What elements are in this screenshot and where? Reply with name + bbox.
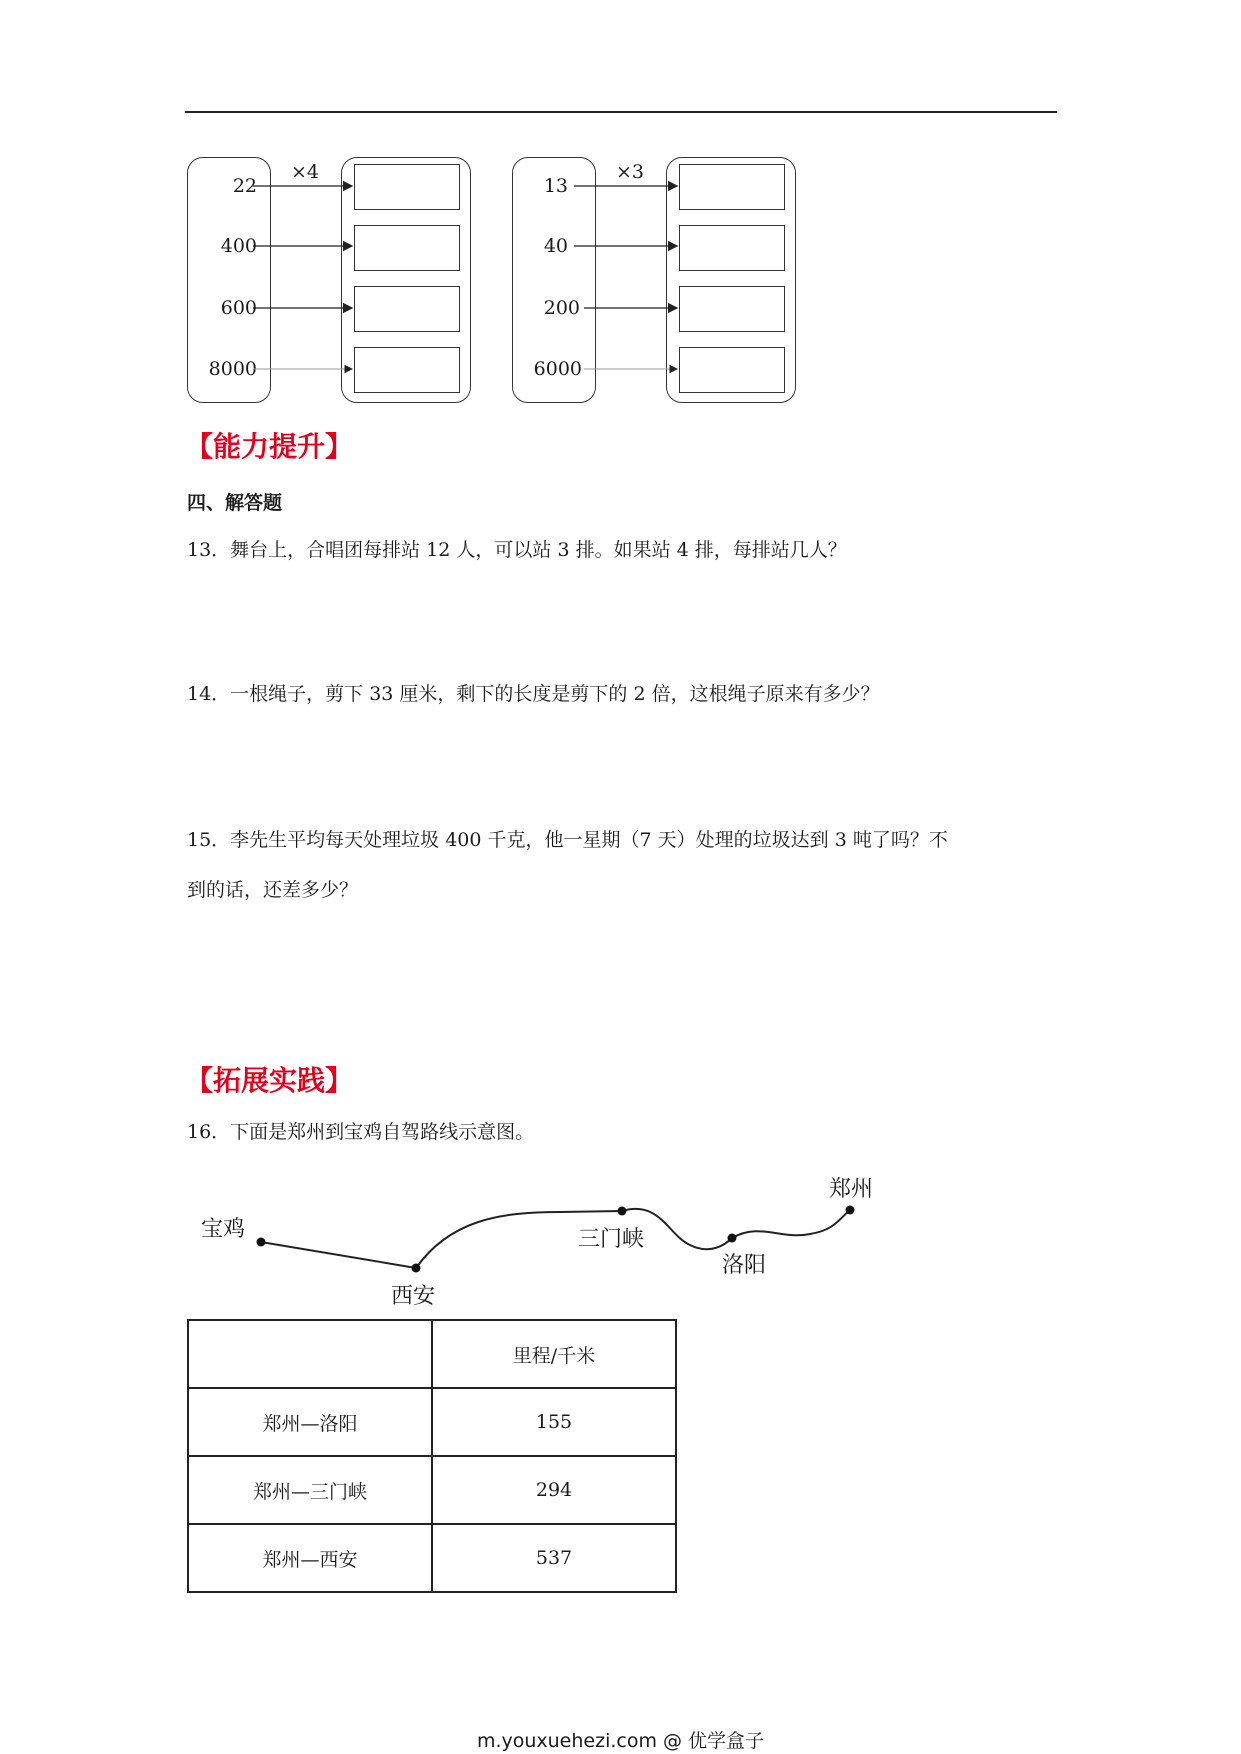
question-15-line-1: 15．李先生平均每天处理垃圾 400 千克，他一星期（7 天）处理的垃圾达到 3 吨了吗？不 xyxy=(187,829,948,851)
answer-box[interactable] xyxy=(679,225,785,271)
input-value: 200 xyxy=(543,297,580,319)
question-14: 14．一根绳子，剪下 33 厘米，剩下的长度是剪下的 2 倍，这根绳子原来有多少？ xyxy=(187,683,880,705)
city-dot-zhengzhou xyxy=(846,1206,855,1215)
header-rule xyxy=(185,111,1057,113)
city-dot-xian xyxy=(412,1264,421,1273)
city-dot-luoyang xyxy=(728,1234,737,1243)
answer-box[interactable] xyxy=(679,286,785,332)
answer-box[interactable] xyxy=(354,225,460,271)
distance-table xyxy=(187,1319,677,1593)
input-value: 40 xyxy=(543,235,568,257)
answer-box[interactable] xyxy=(354,286,460,332)
input-value: 6000 xyxy=(533,358,582,380)
table-row xyxy=(188,1456,676,1524)
city-label-zhengzhou: 郑州 xyxy=(829,1177,874,1202)
page-footer: m.youxuehezi.com @ 优学盒子 xyxy=(476,1730,765,1752)
route-baoji-xian xyxy=(261,1242,416,1268)
input-value: 8000 xyxy=(208,358,257,380)
answer-box[interactable] xyxy=(354,164,460,210)
table-header-cell: 里程/千米 xyxy=(432,1320,676,1388)
input-value: 400 xyxy=(220,235,257,257)
table-header-row xyxy=(188,1320,676,1388)
operator-label: ×4 xyxy=(291,161,320,183)
question-16: 16．下面是郑州到宝鸡自驾路线示意图。 xyxy=(187,1121,535,1143)
table-row xyxy=(188,1388,676,1456)
table-cell-route: 郑州—洛阳 xyxy=(188,1388,432,1456)
city-label-baoji: 宝鸡 xyxy=(201,1217,246,1242)
section-title-ability: 【能力提升】 xyxy=(185,430,354,463)
answer-box[interactable] xyxy=(354,347,460,393)
input-value: 600 xyxy=(220,297,257,319)
table-cell-route: 郑州—西安 xyxy=(188,1524,432,1592)
question-13: 13．舞台上，合唱团每排站 12 人，可以站 3 排。如果站 4 排，每排站几人？ xyxy=(187,539,847,561)
section-subheading: 四、解答题 xyxy=(187,492,283,514)
route-luoyang-zhengzhou xyxy=(732,1210,850,1238)
answer-box[interactable] xyxy=(679,164,785,210)
question-15-line-2: 到的话，还差多少？ xyxy=(187,879,359,901)
table-cell-distance: 294 xyxy=(432,1456,676,1524)
city-label-xian: 西安 xyxy=(391,1284,436,1309)
table-cell-route: 郑州—三门峡 xyxy=(188,1456,432,1524)
city-dot-baoji xyxy=(257,1238,266,1247)
table-row xyxy=(188,1524,676,1592)
input-value: 13 xyxy=(543,175,568,197)
table-header-cell xyxy=(188,1320,432,1388)
city-label-luoyang: 洛阳 xyxy=(722,1253,767,1278)
operator-label: ×3 xyxy=(616,161,645,183)
section-title-practice: 【拓展实践】 xyxy=(185,1064,354,1097)
input-value: 22 xyxy=(232,175,257,197)
city-dot-sanmenxia xyxy=(618,1207,627,1216)
table-cell-distance: 537 xyxy=(432,1524,676,1592)
city-label-sanmenxia: 三门峡 xyxy=(578,1227,645,1252)
table-cell-distance: 155 xyxy=(432,1388,676,1456)
answer-box[interactable] xyxy=(679,347,785,393)
